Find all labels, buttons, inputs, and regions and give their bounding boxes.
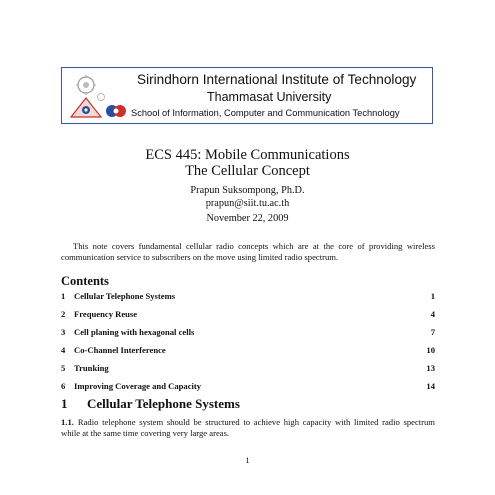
- document-title: The Cellular Concept: [185, 163, 310, 179]
- toc-entry[interactable]: [61, 381, 435, 393]
- banner-university-name: Thammasat University: [207, 90, 332, 104]
- author-name: Prapun Suksompong, Ph.D.: [190, 185, 305, 196]
- toc-entry-number: 4: [61, 345, 66, 355]
- toc-entry-number: 3: [61, 327, 66, 337]
- page-number: 1: [245, 455, 250, 465]
- toc-entry-page[interactable]: 1: [430, 291, 435, 301]
- toc-entry-title[interactable]: Cell planing with hexagonal cells: [74, 327, 195, 337]
- abstract: This note covers fundamental cellular radio concepts which are at the core of providing wireless communication service to subscribers on the move using limited radio spectrum.: [61, 241, 435, 262]
- paragraph-label: 1.1.: [61, 417, 74, 427]
- toc-entry[interactable]: [61, 363, 435, 375]
- school-logo-icon: [105, 102, 127, 120]
- toc-entry-page[interactable]: 4: [430, 309, 435, 319]
- section-heading: [61, 396, 240, 412]
- toc-entry-number: 2: [61, 309, 66, 319]
- toc-entry-number: 6: [61, 381, 66, 391]
- toc-entry-title[interactable]: Improving Coverage and Capacity: [74, 381, 202, 391]
- paragraph-text: Radio telephone system should be structured to achieve high capacity with limited radio spectrum while at the same time covering very large areas.: [61, 417, 435, 438]
- toc-entry-title[interactable]: Co-Channel Interference: [74, 345, 166, 355]
- contents-heading: Contents: [61, 274, 109, 288]
- course-title: ECS 445: Mobile Communications: [145, 147, 350, 163]
- toc-entry[interactable]: [61, 327, 435, 339]
- toc-entry-page[interactable]: 13: [426, 363, 435, 373]
- toc-entry[interactable]: [61, 345, 435, 357]
- banner-institute-name: Sirindhorn International Institute of Technology: [137, 72, 417, 87]
- toc-entry-title[interactable]: Cellular Telephone Systems: [74, 291, 176, 301]
- toc-entry-page[interactable]: 7: [430, 327, 435, 337]
- author-email: prapun@siit.tu.ac.th: [205, 198, 290, 209]
- banner-school-name: School of Information, Computer and Communication Technology: [131, 108, 400, 118]
- document-date: November 22, 2009: [206, 213, 289, 224]
- toc-entry-page[interactable]: 10: [426, 345, 435, 355]
- ornament-icon: [96, 92, 106, 102]
- toc-entry-number: 5: [61, 363, 66, 373]
- toc-entry-title[interactable]: Trunking: [74, 363, 109, 373]
- toc-entry[interactable]: [61, 291, 435, 303]
- toc-entry-title[interactable]: Frequency Reuse: [74, 309, 138, 319]
- paragraph: [61, 417, 435, 439]
- section-title: Cellular Telephone Systems: [87, 396, 240, 411]
- toc-entry-number: 1: [61, 291, 66, 301]
- toc-entry-page[interactable]: 14: [426, 381, 435, 391]
- toc-entry[interactable]: [61, 309, 435, 321]
- section-number: 1: [61, 396, 68, 411]
